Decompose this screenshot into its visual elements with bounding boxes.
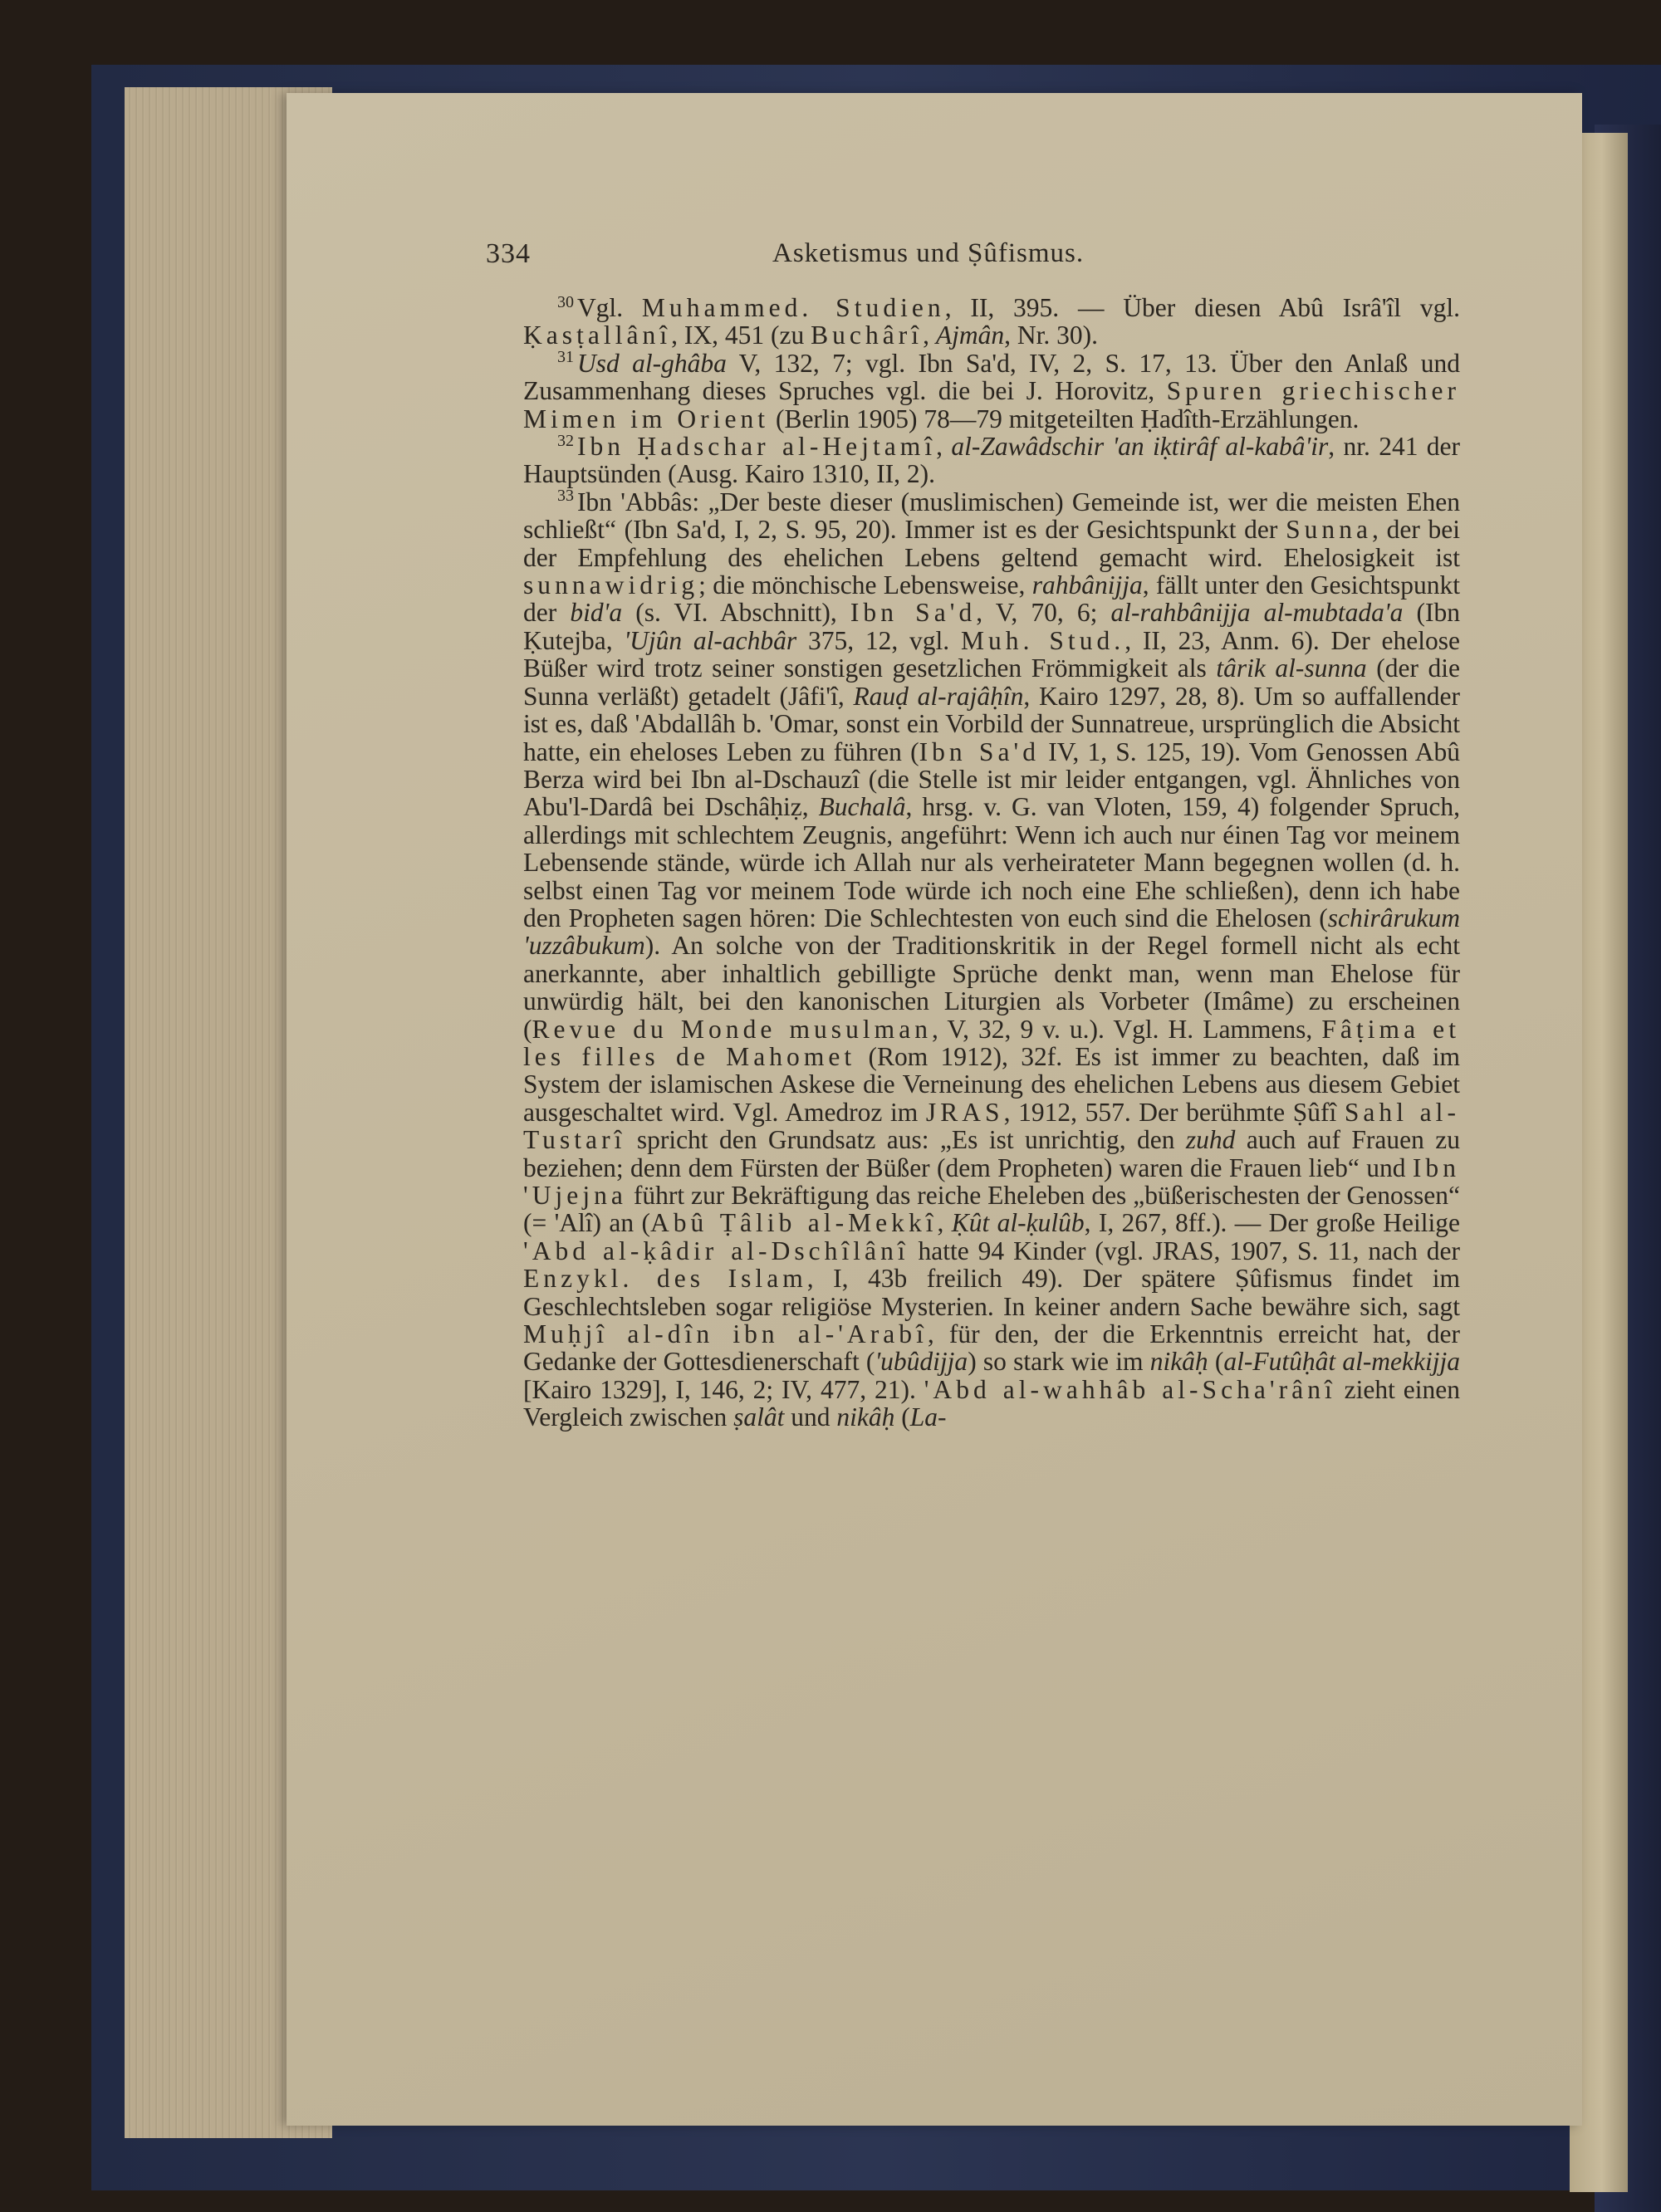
spaced-name: Ibn Sa'd xyxy=(850,598,977,628)
spaced-name: Sahl al-Tustarî xyxy=(523,1097,1461,1155)
footnote-text: , fällt unter den Gesichtspunkt der xyxy=(523,570,1460,628)
italic-term: Usd al-ghâba xyxy=(576,348,727,378)
footnote-text: auch auf Frauen zu beziehen; denn dem Fürsten der Büßer (dem Propheten) waren die Frauen lieb“ und xyxy=(523,1125,1460,1182)
italic-term: Ḳût al-ḳulûb xyxy=(951,1208,1085,1238)
footnote-text: , der bei der Empfehlung des ehelichen Lebens geltend gemacht wird. Ehelosigkeit ist xyxy=(523,515,1460,572)
spaced-name: Ibn Sa'd xyxy=(919,737,1041,766)
footnote-text: ( xyxy=(894,1402,910,1432)
footnote-text: , II, 395. — Über diesen Abû Isrâ'îl vgl. xyxy=(944,293,1460,322)
footnote-text: spricht den Grundsatz aus: „Es ist unrichtig, den xyxy=(625,1125,1186,1155)
italic-term: 'ubûdijja xyxy=(875,1347,968,1377)
footnote-text: hatte 94 Kinder (vgl. JRAS, 1907, S. 11, nach der xyxy=(909,1236,1460,1265)
spaced-name: Ibn Ḥadschar al-Hejtamî xyxy=(576,432,937,462)
footnote-text: , V, 32, 9 v. u.). Vgl. H. Lammens, xyxy=(932,1014,1322,1044)
book-page xyxy=(287,93,1582,2126)
footnote-text: , V, 70, 6; xyxy=(976,598,1111,628)
footnote-text: V, 132, 7; vgl. Ibn Sa'd, IV, 2, S. 17, 13. Über den Anlaß und Zusammenhang dieses Spruches vgl. die bei J. Horovitz, xyxy=(523,348,1460,406)
spaced-name: Abû Ṭâlib al-Mekkî xyxy=(649,1208,938,1238)
footnote-number: 31 xyxy=(556,348,574,367)
footnote-text: , IX, 451 (zu xyxy=(671,321,811,350)
spaced-name: JRAS xyxy=(925,1097,1004,1127)
footnote xyxy=(523,350,1460,433)
footnote-text: , hrsg. v. G. van Vloten, 159, 4) folgender Spruch, allerdings mit schlechtem Zeugnis, angeführt: Wenn ich auch nur éinen Tag vor meinem Lebensende stände, würde ich Allah nur als verheirateter Mann begegnen wollen (d. h. selbst einen Tag vor meinem Tode würde ich noch eine Ehe schließen), denn ich habe den Propheten sagen hören: Die Schlechtesten von euch sind die Ehelosen ( xyxy=(523,792,1460,932)
spaced-name: Ibn 'Ujejna xyxy=(523,1152,1460,1210)
footnote-text: ; die mönchische Lebensweise, xyxy=(698,570,1032,600)
footnote-text: ). An solche von der Traditionskritik in der Regel formell nicht als echt anerkannte, aber inhaltlich gebilligte Sprüche denkt man, wenn man Ehelose für unwürdig hält, bei den kanonischen Liturgien als Vorbeter (Imâme) zu erscheinen ( xyxy=(523,931,1460,1044)
italic-term: bid'a xyxy=(570,598,623,628)
footnote-text: (der die Sunna verläßt) getadelt (Jâfi'î, xyxy=(523,653,1460,711)
footnote xyxy=(523,294,1460,350)
footnote-text: (Rom 1912), 32f. Es ist immer zu beachten, daß im System der islamischen Askese die Verneinung des ehelichen Lebens aus diesem Gebiet ausgeschaltet wird. Vgl. Amedroz im xyxy=(523,1041,1460,1127)
italic-term: Rauḍ al-rajâḥîn xyxy=(853,681,1024,711)
spaced-name: Spuren griechischer Mimen im Orient xyxy=(523,376,1460,433)
italic-term: Buchalâ xyxy=(818,792,906,822)
italic-term: târik al-sunna xyxy=(1216,653,1367,683)
footnote-text: zieht einen Vergleich zwischen xyxy=(523,1374,1461,1432)
spaced-name: Buchârî xyxy=(811,321,924,350)
footnote-number: 32 xyxy=(556,431,574,450)
footnote-text: 375, 12, vgl. xyxy=(796,625,961,655)
spaced-name: Enzykl. des Islam xyxy=(523,1264,807,1294)
italic-term: al-Zawâdschir 'an iḳtirâf al-kabâ'ir xyxy=(951,432,1329,462)
italic-term: rahbânijja xyxy=(1031,570,1143,600)
italic-term: schirârukum 'uzzâbukum xyxy=(523,903,1460,961)
footnote-text: ) so stark wie im xyxy=(968,1347,1150,1377)
spaced-name: Muh. Stud. xyxy=(960,625,1125,655)
footnote-text: , xyxy=(937,1208,952,1238)
footnote-text: führt zur Bekräftigung das reiche Eheleben des „büßerischesten der Genossen“ (= 'Alî) an ( xyxy=(523,1181,1460,1238)
spaced-name: 'Abd al-wahhâb al-Scha'rânî xyxy=(924,1374,1336,1404)
spaced-name: sunnawidrig xyxy=(523,570,699,600)
italic-term: ṣalât xyxy=(733,1402,785,1432)
footnote-number: 30 xyxy=(556,292,574,311)
footnotes xyxy=(523,294,1460,1431)
italic-term: al-rahbânijja al-mubtada'a xyxy=(1110,598,1404,628)
italic-term: La- xyxy=(909,1402,947,1432)
footnote-text: Ibn 'Abbâs: „Der beste dieser (muslimischen) Gemeinde ist, wer die meisten Ehen schließt“ (Ibn Sa'd, I, 2, S. 95, 20). Immer ist es der Gesichtspunkt der xyxy=(523,487,1460,545)
footnote xyxy=(523,488,1460,1431)
footnote-text: ( xyxy=(1208,1347,1224,1377)
spaced-name: Muhammed. Studien xyxy=(641,293,945,322)
italic-term: 'Ujûn al-achbâr xyxy=(624,625,797,655)
footnote-text: , xyxy=(936,432,952,462)
italic-term: Ajmân xyxy=(935,321,1005,350)
footnote-text: , für den, der die Erkenntnis erreicht hat, der Gedanke der Gottesdienerschaft ( xyxy=(523,1319,1460,1377)
italic-term: al-Futûḥât al-mekkijja xyxy=(1223,1347,1461,1377)
footnote-text: (s. VI. Abschnitt), xyxy=(622,598,850,628)
spaced-name: Fâṭima et les filles de Mahomet xyxy=(523,1014,1460,1071)
spaced-name: Ḳasṭallânî xyxy=(523,321,672,350)
italic-term: nikâḥ xyxy=(1149,1347,1208,1377)
footnote-text: Vgl. xyxy=(576,293,642,322)
footnote-text: [Kairo 1329], I, 146, 2; IV, 477, 21). xyxy=(523,1374,924,1404)
footnote-text: , Kairo 1297, 28, 8). Um so auffallender ist es, daß 'Abdallâh b. 'Omar, sonst ein Vorbild der Sunnatreue, ursprünglich die Absicht hatte, ein eheloses Leben zu führen ( xyxy=(523,681,1460,766)
footnote-text: (Ibn Ḳutejba, xyxy=(523,598,1460,655)
spaced-name: Muḥjî al-dîn ibn al-'Arabî xyxy=(523,1319,928,1349)
footnote-text: , 1912, 557. Der berühmte Ṣûfî xyxy=(1003,1097,1345,1127)
spaced-name: 'Abd al-ḳâdir al-Dschîlânî xyxy=(523,1236,909,1265)
spaced-name: Revue du Monde musulman xyxy=(532,1014,933,1044)
page-header xyxy=(486,238,1482,288)
italic-term: nikâḥ xyxy=(836,1402,895,1432)
footnote-text: (Berlin 1905) 78—79 mitgeteilten Ḥadîth-Erzählungen. xyxy=(769,404,1360,433)
footnote-text: und xyxy=(784,1402,837,1432)
footnote-number: 33 xyxy=(556,487,574,506)
running-title: Asketismus und Ṣûfismus. xyxy=(772,238,1085,268)
footnote-text: IV, 1, S. 125, 19). Vom Genossen Abû Berza wird bei Ibn al-Dschauzî (die Stelle ist mir leider entgangen, vgl. Ähnliches von Abu'l-Dardâ bei Dschâḥiẓ, xyxy=(523,737,1461,822)
footnote-text: , Nr. 30). xyxy=(1004,321,1098,350)
italic-term: zuhd xyxy=(1185,1125,1236,1155)
spaced-name: Sunna xyxy=(1286,515,1373,545)
footnote-text: , I, 43b freilich 49). Der spätere Ṣûfismus findet im Geschlechtsleben sogar religiöse Mysterien. In keiner andern Sache bewähre sich, sagt xyxy=(523,1264,1460,1321)
footnote-text: , II, 23, Anm. 6). Der ehelose Büßer wird trotz seiner sonstigen gesetzlichen Frömmigkeit als xyxy=(523,625,1460,683)
footnote-text: , xyxy=(923,321,936,350)
footnote-text: , nr. 241 der Hauptsünden (Ausg. Kairo 1310, II, 2). xyxy=(523,432,1460,489)
page-number: 334 xyxy=(486,238,531,269)
footnote-text: , I, 267, 8ff.). — Der große Heilige xyxy=(1084,1208,1460,1238)
footnote xyxy=(523,433,1460,488)
